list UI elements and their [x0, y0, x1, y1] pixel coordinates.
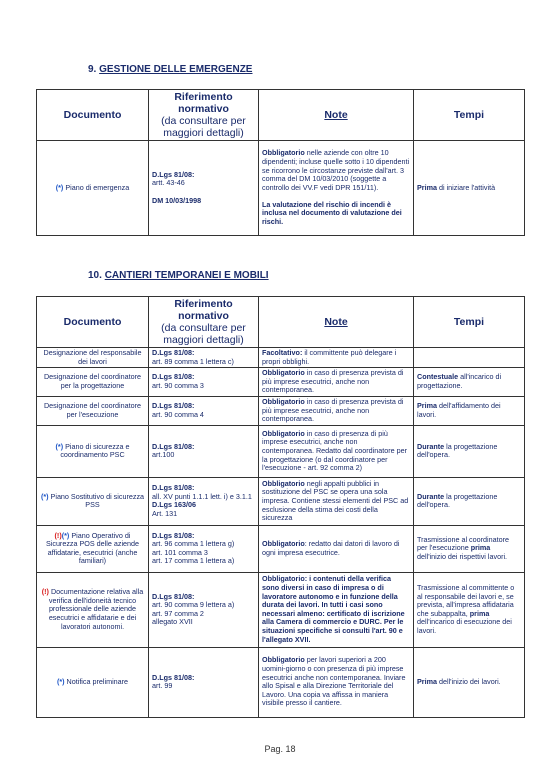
table-row: [37, 525, 525, 572]
row-riferimento: [149, 572, 259, 647]
row-tempi: [414, 348, 525, 368]
time-text: dell'incarico di esecuzione dei lavori.: [417, 617, 512, 635]
row-tempi: [414, 368, 525, 397]
ref-law: D.Lgs 81/08:: [152, 672, 195, 682]
table-row: [37, 348, 525, 368]
row-documento-text: Piano di sicurezza e coordinamento PSC: [60, 441, 130, 460]
note-text: in caso di presenza prevista di più imprese esecutrici, anche non contemporanea.: [262, 368, 404, 395]
table-row: [37, 477, 525, 525]
table-header-row: [37, 90, 525, 141]
row-note: [259, 647, 414, 717]
row-riferimento: [149, 525, 259, 572]
ref-law: D.Lgs 81/08:: [152, 372, 195, 382]
section-10-title-text: CANTIERI TEMPORANEI E MOBILI: [104, 270, 269, 281]
ref-article-2: art. 97 comma 2: [152, 608, 204, 618]
row-note: [259, 425, 414, 477]
time-text: la progettazione dell'opera.: [417, 491, 498, 510]
time-pre: Trasmissione al committente o al responsabile dei lavori e, se prevista, all'impresa affidataria che subappalta,: [417, 582, 515, 618]
asterisk-marker: (*): [55, 441, 64, 451]
table-row: [37, 396, 525, 425]
ref-article: art. 90 comma 3: [152, 381, 204, 391]
row-riferimento: [149, 141, 259, 236]
header-tempi: Tempi: [414, 90, 525, 141]
ref-law: D.Lgs 81/08:: [152, 169, 195, 179]
note-text: in caso di presenza prevista di più imprese esecutrici, anche non contemporanea.: [262, 396, 404, 424]
note-text: per lavori superiori a 200 uomini-giorno o con presenza di più imprese esecutrici anche non contemporanea. Inviare allo Spisal e alla Direzione Territoriale del Lavoro. Una copia va affissa in maniera visibile presso il cantiere.: [262, 655, 406, 708]
emergency-table: [36, 89, 525, 236]
ref-article: art. 89 comma 1 lettera c): [152, 356, 234, 366]
row-documento: [37, 141, 149, 236]
section-10-number: 10.: [88, 270, 102, 281]
table-row: [37, 647, 525, 717]
time-bold: prima: [470, 543, 491, 553]
header-documento: Documento: [37, 297, 149, 348]
table-row: [37, 141, 525, 236]
row-note: [259, 396, 414, 425]
time-bold: Prima: [417, 182, 437, 192]
note-text: : redatto dai datori di lavoro di ogni impresa esecutrice.: [262, 539, 400, 557]
ref-law: D.Lgs 81/08:: [152, 483, 195, 493]
ref-article: art.100: [152, 450, 175, 460]
header-note: [259, 90, 414, 141]
header-documento: Documento: [37, 90, 149, 141]
header-riferimento-sub: (da consultare per maggiori dettagli): [161, 322, 246, 346]
construction-sites-table: [36, 296, 525, 718]
time-bold: Durante: [417, 441, 445, 451]
row-tempi: [414, 477, 525, 525]
header-note-label: Note: [324, 316, 348, 328]
table-row: [37, 368, 525, 397]
ref-law: D.Lgs 81/08:: [152, 591, 195, 601]
ref-article-3: allegato XVII: [152, 617, 193, 627]
note-text: negli appalti pubblici in sostituzione del PSC se opera una sola impresa. Contiene stessi elementi del PSC ad esclusione della stima dei costi della sicurezza: [262, 478, 409, 523]
time-text: dell'affidamento dei lavori.: [417, 401, 501, 419]
time-bold: Prima: [417, 401, 437, 411]
ref-law: D.Lgs 81/08:: [152, 441, 195, 451]
section-10-title: [88, 270, 269, 281]
time-text: all'incarico di progettazione.: [417, 372, 502, 391]
ref-article: all. XV punti 1.1.1 lett. i) e 3.1.1: [152, 491, 252, 501]
header-riferimento-main: Riferimento normativo: [174, 91, 233, 115]
header-note-label: Note: [324, 109, 348, 121]
note-bold: Obbligatorio: i contenuti della verifica sono diversi in caso di impresa o di lavoratore autonomo e in funzione della durata dei lavori. In tutti i casi sono necessari almeno: certificato di iscrizione alla Camera di commercio e DURC. Per le situazioni specifiche si consulti l'art. 90 e l'allegato XVII.: [262, 574, 405, 644]
header-riferimento-sub: (da consultare per maggiori dettagli): [161, 115, 246, 139]
row-documento-text: Notifica preliminare: [66, 676, 129, 686]
row-documento: Designazione del coordinatore per la progettazione: [37, 368, 149, 397]
warning-marker: (!): [54, 530, 62, 540]
note-bold: Facoltativo:: [262, 348, 303, 357]
ref-law: D.Lgs 81/08:: [152, 348, 195, 357]
row-riferimento: [149, 647, 259, 717]
header-tempi: Tempi: [414, 297, 525, 348]
row-riferimento: [149, 396, 259, 425]
time-text: la progettazione dell'opera.: [417, 441, 498, 460]
row-note: [259, 368, 414, 397]
ref-article: art. 96 comma 1 lettera g): [152, 539, 235, 549]
row-documento: [37, 477, 149, 525]
note-bold: Obbligatorio: [262, 368, 305, 378]
note-bold: Obbligatorio: [262, 539, 305, 549]
row-riferimento: [149, 425, 259, 477]
row-note: [259, 525, 414, 572]
header-riferimento: [149, 90, 259, 141]
note-text: il committente può delegare i propri obblighi.: [262, 348, 397, 366]
ref-law: D.Lgs 81/08:: [152, 401, 195, 411]
row-note: [259, 572, 414, 647]
row-documento: [37, 647, 149, 717]
asterisk-marker: (*): [55, 182, 64, 192]
section-9-title: [88, 64, 252, 75]
time-bold: Contestuale: [417, 372, 459, 382]
note-bold: Obbligatorio: [262, 655, 305, 665]
row-tempi: [414, 572, 525, 647]
section-9-number: 9.: [88, 64, 97, 75]
row-documento: [37, 572, 149, 647]
row-riferimento: [149, 348, 259, 368]
header-note: [259, 297, 414, 348]
ref-article-2: Art. 131: [152, 508, 178, 518]
page-number: Pag. 18: [264, 744, 296, 754]
row-documento-text: Piano di emergenza: [65, 182, 130, 192]
asterisk-marker: (*): [56, 676, 65, 686]
ref-articles: artt. 43-46: [152, 178, 185, 188]
table-header-row: [37, 297, 525, 348]
ref-article: art. 90 comma 9 lettera a): [152, 600, 235, 610]
row-riferimento: [149, 477, 259, 525]
row-note: [259, 477, 414, 525]
asterisk-marker: (*): [40, 491, 49, 501]
row-documento-text: Piano Operativo di Sicurezza POS delle aziende affidatarie, esecutrici (anche familiari): [45, 530, 140, 566]
time-pre: Trasmissione al coordinatore per l'esecuzione: [417, 534, 510, 553]
row-tempi: [414, 425, 525, 477]
row-note: [259, 348, 414, 368]
table-row: [37, 425, 525, 477]
row-tempi: [414, 525, 525, 572]
warning-marker: (!): [41, 587, 49, 597]
row-tempi: [414, 396, 525, 425]
table-row: [37, 572, 525, 647]
ref-law-2: D.Lgs 163/06: [152, 500, 196, 510]
header-riferimento-main: Riferimento normativo: [174, 298, 233, 322]
row-riferimento: [149, 368, 259, 397]
row-tempi: [414, 141, 525, 236]
note-bold: Obbligatorio: [262, 478, 305, 488]
row-documento-text: Piano Sostitutivo di sicurezza PSS: [50, 491, 145, 510]
row-tempi: [414, 647, 525, 717]
header-riferimento: [149, 297, 259, 348]
time-text: di iniziare l'attività: [438, 182, 496, 192]
section-9-title-text: GESTIONE DELLE EMERGENZE: [99, 64, 253, 75]
row-documento: Designazione del responsabile dei lavori: [37, 348, 149, 368]
row-documento: Designazione del coordinatore per l'esecuzione: [37, 396, 149, 425]
ref-article: art. 99: [152, 681, 173, 691]
note-bold-2: La valutazione del rischio di incendi è inclusa nel documento di valutazione dei rischi.: [262, 199, 402, 227]
time-bold: prima: [469, 608, 490, 618]
note-bold: Obbligatorio: [262, 148, 305, 158]
ref-law: D.Lgs 81/08:: [152, 530, 195, 540]
row-note: [259, 141, 414, 236]
ref-article: art. 90 comma 4: [152, 409, 204, 419]
note-bold: Obbligatorio: [262, 428, 305, 438]
ref-article-2: art. 101 comma 3: [152, 547, 208, 557]
time-text: dell'inizio dei rispettivi lavori.: [417, 552, 508, 562]
time-bold: Durante: [417, 491, 445, 501]
row-documento: [37, 425, 149, 477]
ref-article-3: art. 17 comma 1 lettera a): [152, 556, 235, 566]
ref-dm: DM 10/03/1998: [152, 195, 202, 205]
time-text: dell'inizio dei lavori.: [438, 676, 501, 686]
note-text: in caso di presenza di più imprese esecutrici, anche non contemporanea. Redatto dal coordinatore per la progettazione (o dal coordinatore per l'esecuzione - art. 92 comma 2): [262, 428, 408, 473]
time-bold: Prima: [417, 676, 437, 686]
row-documento: [37, 525, 149, 572]
row-documento-text: Documentazione relativa alla verifica dell'idoneità tecnico professionale delle aziende esecutrici e affidatarie e dei lavoratori autonomi.: [48, 587, 144, 631]
asterisk-marker: (*): [61, 530, 70, 540]
note-text: nelle aziende con oltre 10 dipendenti; incluse quelle sotto i 10 dipendenti se ricorrono le circostanze previste dall'art. 3 comma del DM 10/03/2010 (soggette a controllo dei VV.F vedi DPR 151/11).: [262, 148, 410, 192]
note-bold: Obbligatorio: [262, 396, 305, 406]
